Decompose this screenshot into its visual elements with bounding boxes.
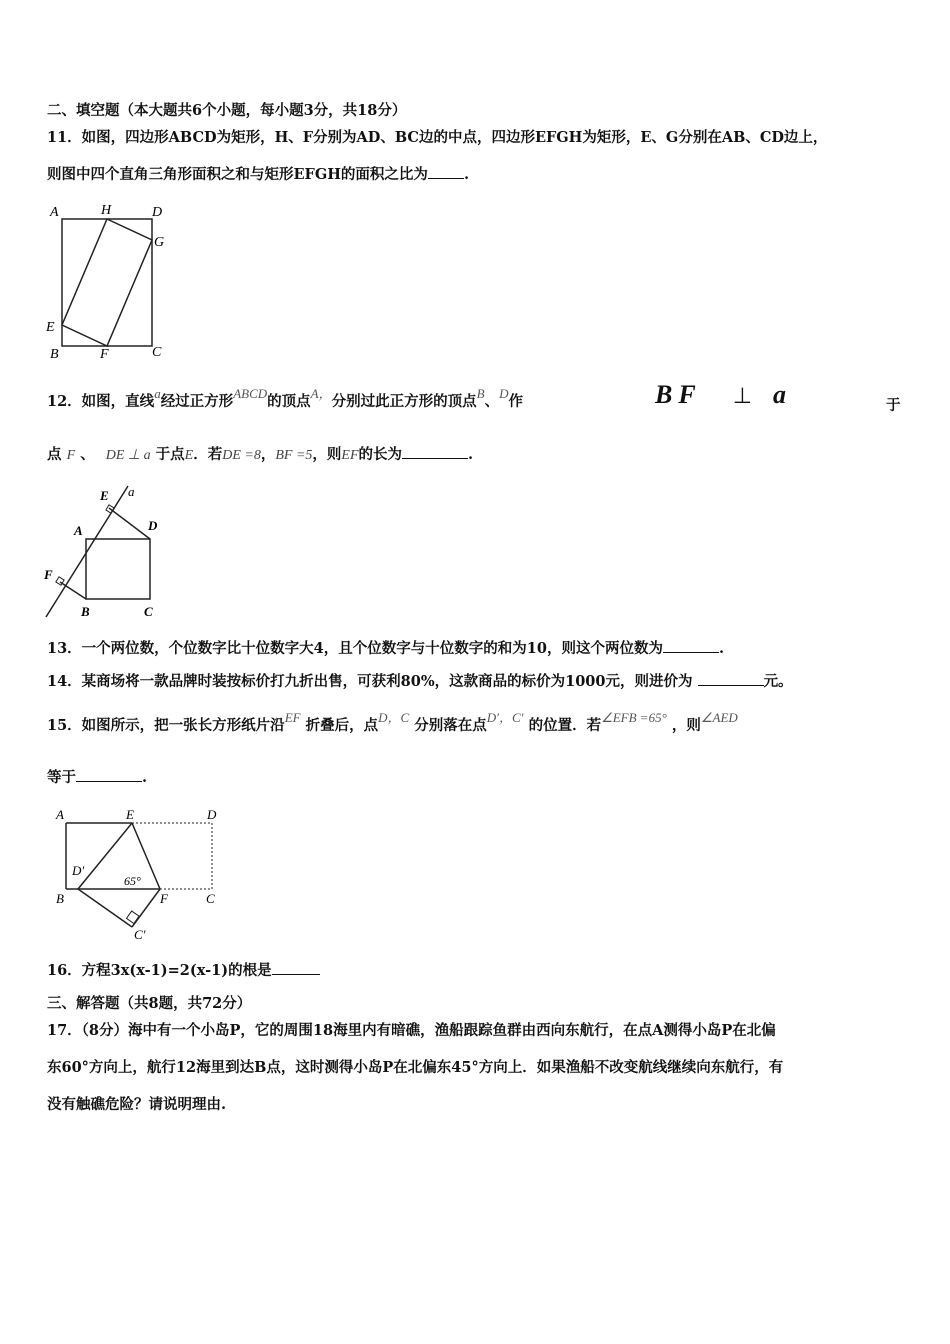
q16-line (47, 960, 320, 981)
q11-label-f: F (100, 347, 109, 360)
q12-var-abcd: ABCD (233, 386, 268, 401)
q15-label-a: A (56, 807, 64, 822)
q12-label-e: E (100, 488, 109, 503)
section-heading-fill-blank: 二、填空题（本大题共6个小题，每小题3分，共18分） (47, 102, 407, 119)
q15-right-angle-cprime (127, 911, 140, 924)
q12-var-a: a (154, 386, 161, 401)
q14-text: 14．某商场将一款品牌时装按标价打九折出售，可获利80%，这款商品的标价为1000元，则进价为 (47, 673, 693, 690)
q12-formula-bf-perp-a (655, 380, 792, 410)
q15-text-part: 15．如图所示，把一张长方形纸片沿 (47, 717, 285, 734)
q15-label-angle-65: 65° (124, 874, 141, 888)
q16-answer-blank[interactable] (272, 960, 320, 975)
q12-var-a-point: A (310, 386, 319, 401)
q14-unit: 元。 (763, 673, 793, 690)
q11-rectangle-abcd (62, 219, 152, 346)
q12-segment-bf (60, 582, 86, 599)
q15-text-line2 (47, 767, 147, 788)
q14-answer-blank[interactable] (698, 671, 764, 686)
q17-text-line1: 17．（8分）海中有一个小岛P，它的周围18海里内有暗礁，渔船跟踪鱼群由西向东航行，在点A测得小岛P在北偏 (47, 1022, 776, 1039)
q13-answer-blank[interactable] (663, 638, 719, 653)
q15-text-line1 (47, 710, 738, 736)
q12-label-a-line: a (128, 484, 135, 499)
q15-text-part: 的位置．若 (528, 717, 602, 734)
q12-label-d: D (148, 518, 158, 533)
q15-answer-blank[interactable] (76, 767, 142, 782)
q12-period: . (468, 446, 474, 463)
q12-text-part: 的长为 (358, 446, 403, 463)
q12-text-part: ，则 (312, 446, 342, 463)
q12-text-part: 经过正方形 (160, 393, 234, 410)
q15-var-dc-prime: D′，C′ (486, 710, 524, 725)
q12-var-d: D (499, 386, 509, 401)
q12-text-line2 (47, 444, 473, 466)
q12-text-yu: 于 (886, 397, 901, 414)
q15-text-part: ，则 (671, 717, 701, 734)
q12-square-abcd (86, 539, 150, 599)
q15-label-c: C (206, 891, 215, 906)
q15-label-d: D (207, 807, 217, 822)
q13-line (47, 638, 724, 659)
q12-var-b: B (476, 386, 485, 401)
q12-var-e: E (184, 448, 194, 463)
q12-text-part: 分别过此正方形的顶点 (331, 393, 477, 410)
q12-text-part: 、 (80, 446, 95, 463)
q17-text-line3: 没有触礁危险？请说明理由. (47, 1096, 227, 1113)
q15-label-e: E (126, 807, 134, 822)
q12-formula-a: a (773, 380, 793, 409)
q15-var-dc: D，C (378, 710, 410, 725)
q11-text-line2 (47, 164, 469, 185)
q11-text: 则图中四个直角三角形面积之和与矩形EFGH的面积之比为 (47, 166, 428, 183)
q12-text-part: 点 (47, 446, 62, 463)
q15-text-part: 等于 (47, 769, 76, 786)
q12-text-part: 作 (508, 393, 523, 410)
q12-text-part: ．若 (193, 446, 223, 463)
q15-text-part: 折叠后，点 (305, 717, 379, 734)
q15-formula-angle-aed: ∠AED (700, 710, 738, 725)
q15-edge-dprime-cprime (78, 889, 132, 927)
q11-figure (44, 200, 174, 360)
q12-label-f: F (44, 567, 53, 582)
q13-text: 13．一个两位数，个位数字比十位数字大4，且个位数字与十位数字的和为10，则这个两位数为 (47, 640, 663, 657)
q12-text-line1 (47, 386, 523, 412)
q11-label-d: D (152, 205, 163, 220)
q12-var-ef: EF (341, 448, 359, 463)
q12-text-part: 、 (484, 393, 500, 410)
q15-var-ef: EF (284, 710, 301, 725)
q12-segment-de (109, 508, 150, 539)
q15-label-cprime: C′ (134, 927, 146, 942)
q12-formula-de-8: DE =8 (222, 448, 261, 463)
q11-label-h: H (101, 203, 112, 218)
q12-formula-bf-5: BF =5 (275, 448, 313, 463)
q15-label-dprime: D′ (72, 863, 85, 878)
q12-label-c: C (144, 604, 153, 619)
q11-label-a: A (50, 205, 59, 220)
q11-rectangle-efgh (62, 219, 152, 346)
q12-text-part: 12．如图，直线 (47, 393, 155, 410)
q12-var-f: F (66, 448, 76, 463)
q12-comma: ， (318, 386, 332, 401)
q12-figure (40, 482, 170, 622)
q12-answer-blank[interactable] (402, 444, 468, 459)
q15-formula-angle-efb: ∠EFB =65° (601, 710, 667, 725)
q16-text: 16．方程3x(x-1)=2(x-1)的根是 (47, 962, 272, 979)
q15-label-b: B (56, 891, 64, 906)
q12-formula-bf: BF (655, 380, 702, 409)
q11-label-e: E (46, 320, 55, 335)
q15-figure (52, 805, 242, 945)
q15-period: . (142, 769, 148, 786)
q11-answer-blank[interactable] (428, 164, 464, 179)
q11-period: . (463, 166, 469, 183)
q12-perp-symbol: ⊥ (732, 384, 752, 409)
q11-label-g: G (154, 235, 165, 250)
q12-label-a: A (74, 523, 83, 538)
q11-label-c: C (152, 345, 162, 360)
q12-label-b: B (81, 604, 90, 619)
q15-text-part: 分别落在点 (414, 717, 487, 734)
q12-text-part: ， (260, 446, 276, 463)
q12-line-a (46, 486, 128, 617)
q17-text-line2: 东60°方向上，航行12海里到达B点，这时测得小岛P在北偏东45°方向上．如果渔船不改变航线继续向东航行，有 (47, 1059, 784, 1076)
q15-edge-cprime-f (132, 889, 160, 927)
q11-label-b: B (50, 347, 59, 360)
section-heading-answer: 三、解答题（共8题，共72分） (47, 995, 252, 1012)
q15-label-f: F (160, 891, 168, 906)
q12-formula-de-perp-a: DE ⊥ a (105, 448, 151, 463)
q12-text-part: 的顶点 (267, 393, 311, 410)
q14-line (47, 671, 793, 692)
q12-text-part: 于点 (155, 446, 185, 463)
q11-text-line1: 11．如图，四边形ABCD为矩形，H、F分别为AD、BC边的中点，四边形EFGH为矩形，E、G分别在AB、CD边上， (47, 129, 828, 146)
q13-period: . (718, 640, 725, 657)
